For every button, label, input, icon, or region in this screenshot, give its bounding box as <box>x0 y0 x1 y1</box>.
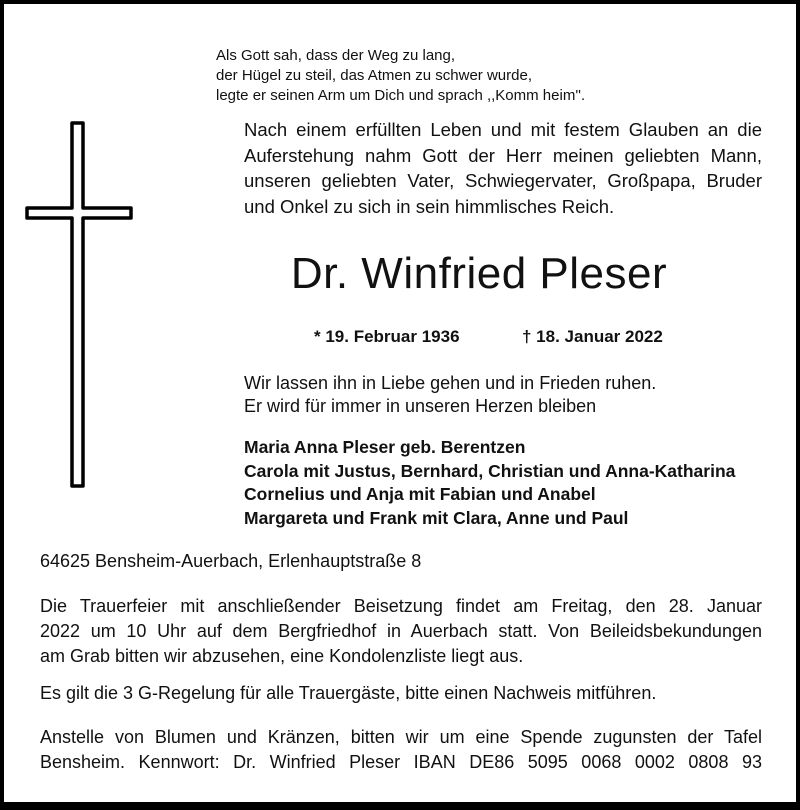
birth-date: * 19. Februar 1936 <box>314 327 460 346</box>
covid-note <box>40 681 762 706</box>
address: 64625 Bensheim-Auerbach, Erlenhauptstraße 8 <box>40 551 422 571</box>
donation-line: Bensheim. Kennwort: Dr. Winfried Pleser IBAN DE86 5095 0068 0002 0808 93 <box>40 752 762 772</box>
family-line: Maria Anna Pleser geb. Berentzen <box>244 437 526 457</box>
covid-line: Es gilt die 3 G-Regelung für alle Trauergäste, bitte einen Nachweis mitführen. <box>40 683 657 703</box>
intro-text <box>244 117 762 219</box>
farewell-line: Er wird für immer in unseren Herzen bleiben <box>244 396 597 416</box>
funeral-line: 2022 um 10 Uhr auf dem Bergfriedhof in Auerbach statt. Von Beileidsbekundungen <box>40 621 762 641</box>
poem-line: Als Gott sah, dass der Weg zu lang, <box>216 47 456 64</box>
intro-line: Auferstehung nahm Gott der Herr meinen geliebten Mann, <box>244 144 762 166</box>
intro-line: Nach einem erfüllten Leben und mit festem Glauben an die <box>244 119 762 140</box>
donation-info <box>40 725 762 775</box>
intro-line: unseren geliebten Vater, Schwiegervater, Großpapa, Bruder <box>244 170 762 191</box>
death-date: † 18. Januar 2022 <box>522 327 663 346</box>
farewell-text <box>244 372 656 418</box>
deceased-name: Dr. Winfried Pleser <box>290 249 668 298</box>
donation-line: Anstelle von Blumen und Kränzen, bitten wir um eine Spende zugunsten der Tafel <box>40 727 762 747</box>
intro-line: und Onkel zu sich in sein himmlisches Reich. <box>244 195 615 217</box>
cross-icon <box>24 120 136 490</box>
family-line: Carola mit Justus, Bernhard, Christian und Anna-Katharina <box>244 460 736 481</box>
funeral-line: am Grab bitten wir abzusehen, eine Kondolenzliste liegt aus. <box>40 646 524 666</box>
poem-line: legte er seinen Arm um Dich und sprach ,,Komm heim''. <box>216 87 586 104</box>
family-line: Cornelius und Anja mit Fabian und Anabel <box>244 484 596 504</box>
poem-line: der Hügel zu steil, das Atmen zu schwer wurde, <box>216 67 532 84</box>
farewell-line: Wir lassen ihn in Liebe gehen und in Frieden ruhen. <box>244 373 657 393</box>
funeral-line: Die Trauerfeier mit anschließender Beisetzung findet am Freitag, den 28. Januar <box>40 596 762 616</box>
funeral-info <box>40 594 762 669</box>
poem <box>216 46 585 106</box>
family-list <box>244 436 735 530</box>
family-line: Margareta und Frank mit Clara, Anne und Paul <box>244 507 629 528</box>
